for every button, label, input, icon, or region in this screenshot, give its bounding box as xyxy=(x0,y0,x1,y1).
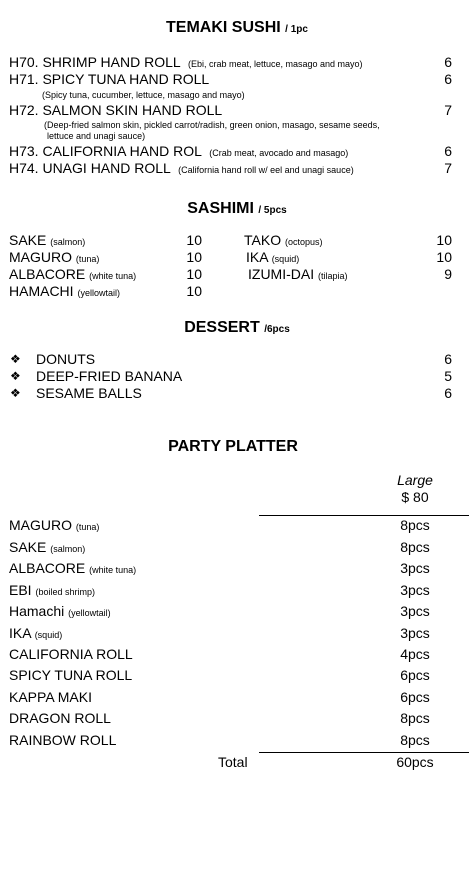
item-price: 6 xyxy=(444,351,452,367)
row-qty: 8pcs xyxy=(400,710,430,726)
total-value: 60pcs xyxy=(396,754,434,770)
dessert-item: SESAME BALLS xyxy=(36,385,142,401)
item-name: H74. UNAGI HAND ROLL xyxy=(9,160,171,176)
item-price: 10 xyxy=(186,232,202,248)
row-qty: 8pcs xyxy=(400,517,430,533)
table-row: Hamachi (yellowtail) xyxy=(9,603,111,619)
item-name: H73. CALIFORNIA HAND ROL xyxy=(9,143,202,159)
row-qty: 3pcs xyxy=(400,625,430,641)
temaki-section-title xyxy=(0,19,474,37)
row-qty: 8pcs xyxy=(400,539,430,555)
item-price: 6 xyxy=(444,71,452,87)
item-price: 10 xyxy=(186,283,202,299)
sashimi-item: IKA (squid) xyxy=(246,249,300,265)
menu-item-h72 xyxy=(9,102,222,118)
row-qty: 6pcs xyxy=(400,689,430,705)
table-row: ALBACORE (white tuna) xyxy=(9,560,137,576)
table-row: CALIFORNIA ROLL xyxy=(9,646,133,662)
item-price: 10 xyxy=(186,249,202,265)
item-note: (California hand roll w/ eel and unagi sauce) xyxy=(178,165,354,175)
item-price: 10 xyxy=(436,249,452,265)
menu-item-h71 xyxy=(9,71,209,87)
row-qty: 3pcs xyxy=(400,582,430,598)
temaki-title-text: TEMAKI SUSHI xyxy=(166,19,281,36)
item-price: 9 xyxy=(444,266,452,282)
table-row: SPICY TUNA ROLL xyxy=(9,667,133,683)
row-qty: 8pcs xyxy=(400,732,430,748)
platter-size-price: $ 80 xyxy=(401,489,429,505)
table-row: MAGURO (tuna) xyxy=(9,517,100,533)
row-qty: 3pcs xyxy=(400,560,430,576)
party-platter-title: PARTY PLATTER xyxy=(168,438,298,455)
sashimi-item: ALBACORE (white tuna) xyxy=(9,266,137,282)
table-row: IKA (squid) xyxy=(9,625,63,641)
dessert-unit: /6pcs xyxy=(264,324,290,335)
item-description: (Deep-fried salmon skin, pickled carrot/radish, green onion, masago, sesame seeds, xyxy=(44,120,380,130)
table-row: KAPPA MAKI xyxy=(9,689,92,705)
row-qty: 4pcs xyxy=(400,646,430,662)
item-name: H70. SHRIMP HAND ROLL xyxy=(9,54,181,70)
table-header-rule xyxy=(259,515,469,516)
diamond-bullet-icon: ❖ xyxy=(10,386,21,400)
table-total-rule xyxy=(259,752,469,753)
row-qty: 3pcs xyxy=(400,603,430,619)
sashimi-unit: / 5pcs xyxy=(258,205,287,216)
item-price: 7 xyxy=(444,160,452,176)
dessert-item: DEEP-FRIED BANANA xyxy=(36,368,183,384)
dessert-section-title xyxy=(0,319,474,337)
sashimi-item: SAKE (salmon) xyxy=(9,232,86,248)
table-row: SAKE (salmon) xyxy=(9,539,86,555)
dessert-item: DONUTS xyxy=(36,351,96,367)
sashimi-title-text: SASHIMI xyxy=(187,200,254,217)
item-note: (Crab meat, avocado and masago) xyxy=(209,148,349,158)
item-description: (Spicy tuna, cucumber, lettuce, masago and mayo) xyxy=(42,90,245,100)
diamond-bullet-icon: ❖ xyxy=(10,369,21,383)
item-price: 6 xyxy=(444,54,452,70)
table-row: DRAGON ROLL xyxy=(9,710,111,726)
menu-item-h73 xyxy=(9,143,348,159)
item-price: 6 xyxy=(444,385,452,401)
item-price: 10 xyxy=(436,232,452,248)
table-row: RAINBOW ROLL xyxy=(9,732,117,748)
menu-item-h74 xyxy=(9,160,354,176)
diamond-bullet-icon: ❖ xyxy=(10,352,21,366)
item-price: 6 xyxy=(444,143,452,159)
table-row: EBI (boiled shrimp) xyxy=(9,582,95,598)
menu-item-h70 xyxy=(9,54,363,70)
item-description: lettuce and unagi sauce) xyxy=(47,131,146,141)
platter-size-label: Large xyxy=(397,472,433,488)
sashimi-section-title xyxy=(0,200,474,218)
dessert-title-text: DESSERT xyxy=(184,319,260,336)
sashimi-item: IZUMI-DAI (tilapia) xyxy=(248,266,348,282)
sashimi-item: TAKO (octopus) xyxy=(244,232,323,248)
item-name: H71. SPICY TUNA HAND ROLL xyxy=(9,71,210,87)
row-qty: 6pcs xyxy=(400,667,430,683)
item-note: (Ebi, crab meat, lettuce, masago and mayo) xyxy=(187,59,363,69)
item-price: 7 xyxy=(444,102,452,118)
temaki-unit: / 1pc xyxy=(285,24,308,35)
sashimi-item: MAGURO (tuna) xyxy=(9,249,100,265)
total-label: Total xyxy=(218,754,248,770)
item-price: 5 xyxy=(444,368,452,384)
item-price: 10 xyxy=(186,266,202,282)
sashimi-item: HAMACHI (yellowtail) xyxy=(9,283,120,299)
item-name: H72. SALMON SKIN HAND ROLL xyxy=(9,102,223,118)
